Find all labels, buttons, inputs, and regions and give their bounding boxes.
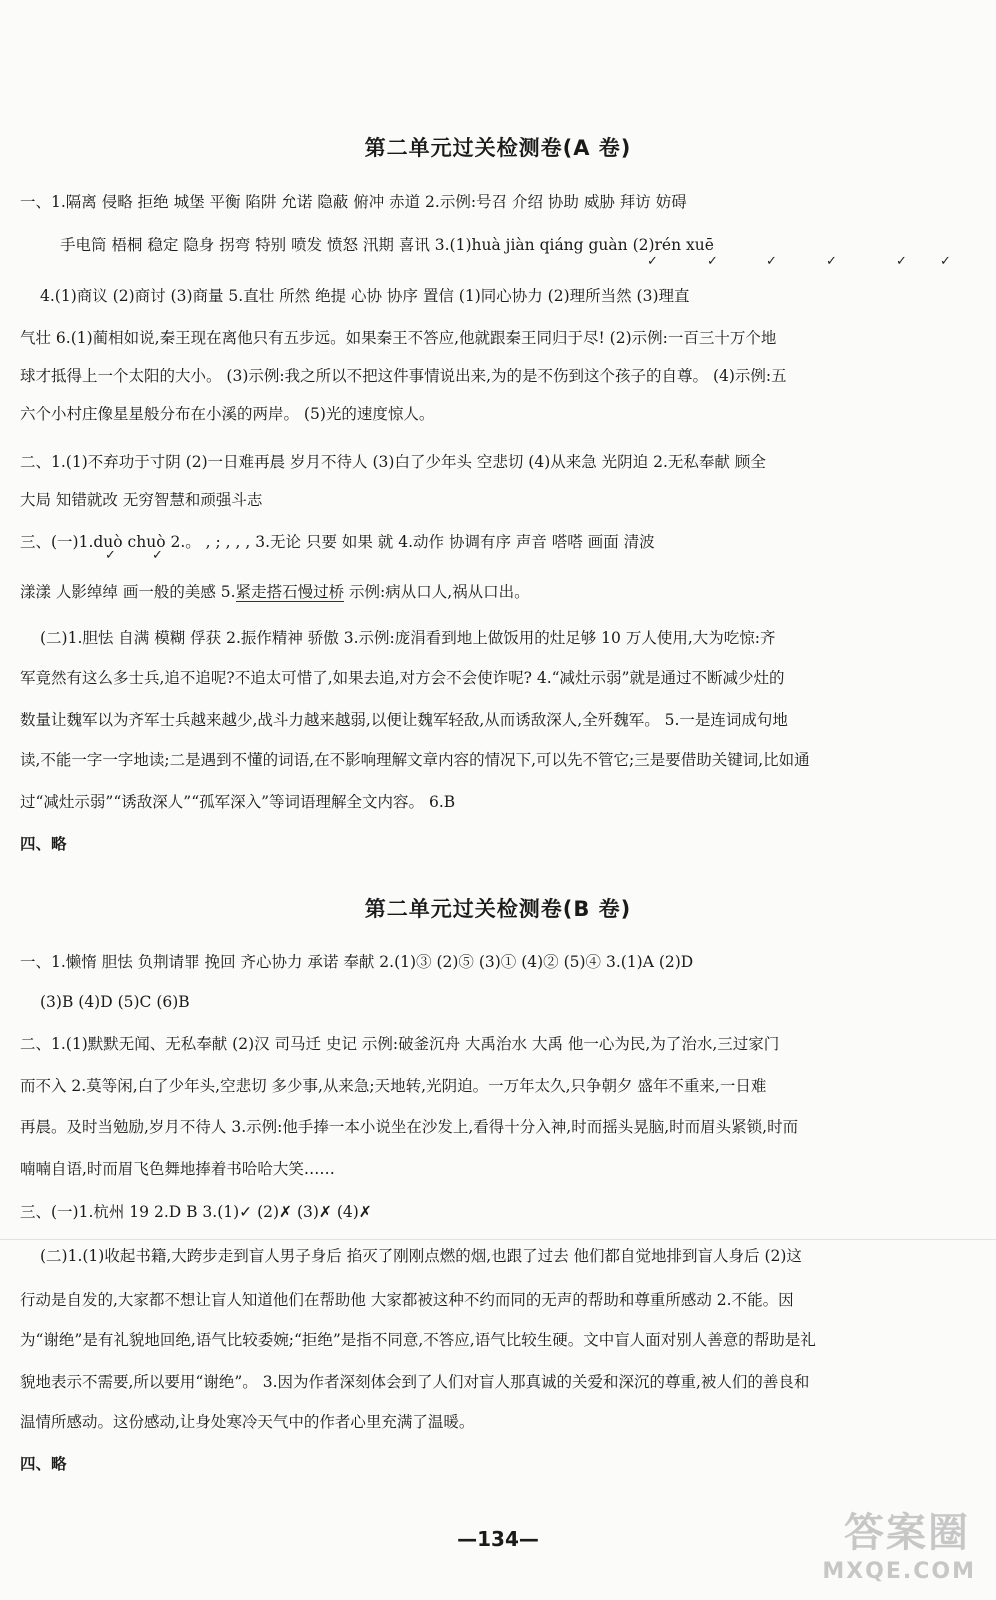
- b-line-12: 温情所感动。这份感动,让身处寒冷天气中的作者心里充满了温暖。: [20, 1413, 475, 1431]
- b-line-10: 为“谢绝”是有礼貌地回绝,语气比较委婉;“拒绝”是指不同意,不答应,语气比较生硬。文中盲人面对别人善意的帮助是礼: [20, 1331, 816, 1349]
- section-title-a: 第二单元过关检测卷(A 卷): [364, 136, 632, 160]
- page-number: —134—: [457, 1527, 539, 1551]
- a-line-4: 气壮 6.(1)蔺相如说,秦王现在离他只有五步远。如果秦王不答应,他就跟秦王同归于尽! (2)示例:一百三十万个地: [20, 329, 777, 347]
- watermark-top: 答案圈: [844, 1510, 970, 1556]
- check-mark-icon: ✓: [826, 254, 837, 269]
- a-line-13: 数量让魏军以为齐军士兵越来越少,战斗力越来越弱,以便让魏军轻敌,从而诱敌深人,全歼魏军。 5.一是连词成句地: [20, 711, 788, 729]
- b-line-11: 貌地表示不需要,所以要用“谢绝”。 3.因为作者深刻体会到了人们对盲人那真诚的关爱和深沉的尊重,被人们的善良和: [20, 1373, 810, 1391]
- underlined-answer: 紧走搭石慢过桥: [235, 583, 345, 601]
- b-line-7: 三、(一)1.杭州 19 2.D B 3.(1)✓ (2)✗ (3)✗ (4)✗: [20, 1203, 372, 1221]
- check-mark-icon: ✓: [766, 254, 777, 269]
- a-line-10: [20, 582, 530, 602]
- a-line-9: 三、(一)1.duò chuò 2.。 , ; , , , 3.无论 只要 如果 就 4.动作 协调有序 声音 嗒嗒 画面 清波: [20, 533, 655, 551]
- a-line-2: 手电筒 梧桐 稳定 隐身 拐弯 特别 喷发 愤怒 汛期 喜讯 3.(1)huà jiàn qiáng guàn (2)rén xuē: [60, 236, 714, 254]
- divider: [0, 1239, 996, 1240]
- check-mark-icon: ✓: [647, 254, 658, 269]
- a-line-10-tail: 示例:病从口人,祸从口出。: [344, 583, 530, 601]
- a-line-14: 读,不能一字一字地读;二是遇到不懂的词语,在不影响理解文章内容的情况下,可以先不管它;三是要借助关键词,比如通: [20, 751, 810, 769]
- check-mark-icon: ✓: [707, 254, 718, 269]
- a-line-1: 一、1.隔离 侵略 拒绝 城堡 平衡 陷阱 允诺 隐蔽 俯冲 赤道 2.示例:号召 介绍 协助 威胁 拜访 妨碍: [20, 193, 687, 211]
- b-line-5: 再晨。及时当勉励,岁月不待人 3.示例:他手捧一本小说坐在沙发上,看得十分入神,时而摇头晃脑,时而眉头紧锁,时而: [20, 1118, 799, 1136]
- section-title-b: 第二单元过关检测卷(B 卷): [364, 897, 632, 921]
- check-mark-icon: ✓: [896, 254, 907, 269]
- a-line-6: 六个小村庄像星星般分布在小溪的两岸。 (5)光的速度惊人。: [20, 405, 435, 423]
- b-line-2: (3)B (4)D (5)C (6)B: [40, 993, 190, 1011]
- check-mark-icon: ✓: [152, 548, 163, 563]
- a-line-8: 大局 知错就改 无穷智慧和顽强斗志: [20, 491, 263, 509]
- b-line-3: 二、1.(1)默默无闻、无私奉献 (2)汉 司马迁 史记 示例:破釜沉舟 大禹治水 大禹 他一心为民,为了治水,三过家门: [20, 1035, 780, 1053]
- a-line-5: 球才抵得上一个太阳的大小。 (3)示例:我之所以不把这件事情说出来,为的是不伤到这个孩子的自尊。 (4)示例:五: [20, 367, 787, 385]
- watermark-bottom: MXQE.COM: [822, 1559, 976, 1584]
- b-line-13: 四、略: [20, 1455, 67, 1473]
- b-line-4: 而不入 2.莫等闲,白了少年头,空悲切 多少事,从来急;天地转,光阴迫。一万年太久,只争朝夕 盛年不重来,一日难: [20, 1077, 767, 1095]
- b-line-1: 一、1.懒惰 胆怯 负荆请罪 挽回 齐心协力 承诺 奉献 2.(1)③ (2)⑤ (3)① (4)② (5)④ 3.(1)A (2)D: [20, 953, 694, 971]
- watermark-logo: [822, 1497, 990, 1597]
- check-mark-icon: ✓: [105, 548, 116, 563]
- check-mark-icon: ✓: [940, 254, 951, 269]
- a-line-3: 4.(1)商议 (2)商讨 (3)商量 5.直壮 所然 绝提 心协 协序 置信 (1)同心协力 (2)理所当然 (3)理直: [40, 287, 690, 305]
- a-line-7: 二、1.(1)不弃功于寸阴 (2)一日难再晨 岁月不待人 (3)白了少年头 空悲切 (4)从来急 光阴迫 2.无私奉献 顾全: [20, 453, 766, 471]
- a-line-11: (二)1.胆怯 自满 模糊 俘获 2.振作精神 骄傲 3.示例:庞涓看到地上做饭用的灶足够 10 万人使用,大为吃惊:齐: [40, 629, 776, 647]
- a-line-12: 军竟然有这么多士兵,追不追呢?不追太可惜了,如果去追,对方会不会使诈呢? 4.“减灶示弱”就是通过不断减少灶的: [20, 669, 785, 687]
- b-line-6: 喃喃自语,时而眉飞色舞地捧着书哈哈大笑……: [20, 1160, 335, 1178]
- a-line-15: 过“减灶示弱”“诱敌深人”“孤军深入”等词语理解全文内容。 6.B: [20, 793, 456, 811]
- a-line-10-head: 漾漾 人影绰绰 画一般的美感 5.: [20, 583, 236, 601]
- b-line-9: 行动是自发的,大家都不想让盲人知道他们在帮助他 大家都被这种不约而同的无声的帮助和尊重所感动 2.不能。因: [20, 1291, 794, 1309]
- a-line-16: 四、略: [20, 835, 67, 853]
- b-line-8: (二)1.(1)收起书籍,大跨步走到盲人男子身后 掐灭了刚刚点燃的烟,也跟了过去 他们都自觉地排到盲人身后 (2)这: [40, 1247, 802, 1265]
